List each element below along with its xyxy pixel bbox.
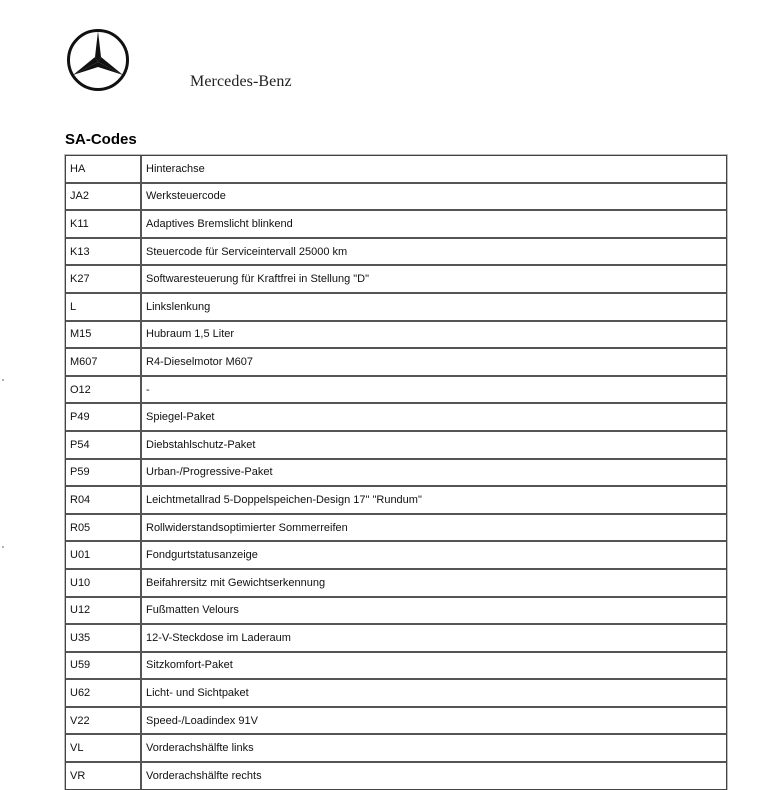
table-row bbox=[66, 680, 726, 708]
sa-description-cell: Licht- und Sichtpaket bbox=[142, 680, 726, 708]
table-row bbox=[66, 266, 726, 294]
sa-code-cell: U35 bbox=[66, 625, 142, 653]
sa-description-cell: Werksteuercode bbox=[142, 184, 726, 212]
table-row bbox=[66, 349, 726, 377]
sa-description-cell: Speed-/Loadindex 91V bbox=[142, 708, 726, 736]
sa-description-cell: - bbox=[142, 377, 726, 405]
table-row bbox=[66, 598, 726, 626]
sa-description-cell: Fondgurtstatusanzeige bbox=[142, 542, 726, 570]
table-row bbox=[66, 432, 726, 460]
sa-code-cell: K13 bbox=[66, 239, 142, 267]
sa-code-cell: P54 bbox=[66, 432, 142, 460]
table-row bbox=[66, 487, 726, 515]
sa-description-cell: Vorderachshälfte rechts bbox=[146, 769, 262, 782]
sa-code-cell: K27 bbox=[66, 266, 142, 294]
sa-code-cell: R04 bbox=[66, 487, 142, 515]
sa-description-cell: Hubraum 1,5 Liter bbox=[142, 322, 726, 350]
sa-description-cell: 12-V-Steckdose im Laderaum bbox=[142, 625, 726, 653]
table-row bbox=[66, 735, 726, 763]
sa-code-cell: JA2 bbox=[66, 184, 142, 212]
sa-description-cell: Linkslenkung bbox=[142, 294, 726, 322]
sa-code-cell: U62 bbox=[66, 680, 142, 708]
sa-code-cell: M607 bbox=[66, 349, 142, 377]
sa-description-cell: Softwaresteuerung für Kraftfrei in Stellung "D" bbox=[142, 266, 726, 294]
sa-description-cell: Adaptives Bremslicht blinkend bbox=[142, 211, 726, 239]
sa-code-cell: U10 bbox=[66, 570, 142, 598]
sa-description-cell: Hinterachse bbox=[142, 156, 726, 184]
sa-description-cell: Rollwiderstandsoptimierter Sommerreifen bbox=[142, 515, 726, 543]
sa-description-cell: Steuercode für Serviceintervall 25000 km bbox=[142, 239, 726, 267]
table-row bbox=[66, 570, 726, 598]
margin-dot bbox=[2, 379, 4, 381]
sa-code-cell: M15 bbox=[66, 322, 142, 350]
table-row bbox=[66, 708, 726, 736]
three-pointed-star-icon bbox=[66, 28, 130, 92]
section-title: SA-Codes bbox=[65, 131, 137, 148]
brand-wordmark: Mercedes-Benz bbox=[190, 73, 292, 90]
table-row bbox=[66, 515, 726, 543]
sa-code-cell: K11 bbox=[66, 211, 142, 239]
sa-description-cell: Spiegel-Paket bbox=[142, 404, 726, 432]
table-row bbox=[66, 377, 726, 405]
sa-description-cell: Leichtmetallrad 5-Doppelspeichen-Design 17" "Rundum" bbox=[142, 487, 726, 515]
sa-code-cell: U01 bbox=[66, 542, 142, 570]
sa-code-cell: VL bbox=[66, 735, 142, 763]
table-row bbox=[66, 625, 726, 653]
table-row bbox=[66, 184, 726, 212]
table-row bbox=[66, 322, 726, 350]
sa-code-cell: P59 bbox=[66, 460, 142, 488]
table-row bbox=[66, 239, 726, 267]
sa-description-cell: Fußmatten Velours bbox=[142, 598, 726, 626]
sa-codes-table bbox=[65, 155, 727, 790]
sa-code-cell: U59 bbox=[66, 653, 142, 681]
sa-code-cell: R05 bbox=[66, 515, 142, 543]
sa-code-cell: V22 bbox=[66, 708, 142, 736]
sa-code-cell: P49 bbox=[66, 404, 142, 432]
sa-code-cell: L bbox=[66, 294, 142, 322]
table-row bbox=[66, 211, 726, 239]
sa-code-cell: O12 bbox=[66, 377, 142, 405]
sa-description-cell: Vorderachshälfte links bbox=[142, 735, 726, 763]
sa-codes-table-body bbox=[66, 156, 726, 789]
sa-code-cell: HA bbox=[66, 156, 142, 184]
table-row bbox=[66, 460, 726, 488]
sa-code-cell: U12 bbox=[66, 598, 142, 626]
margin-dot bbox=[2, 546, 4, 548]
table-row bbox=[66, 763, 726, 789]
sa-description-cell: Beifahrersitz mit Gewichtserkennung bbox=[142, 570, 726, 598]
table-row bbox=[66, 294, 726, 322]
table-row bbox=[66, 653, 726, 681]
table-row bbox=[66, 542, 726, 570]
sa-description-cell: R4-Dieselmotor M607 bbox=[142, 349, 726, 377]
sa-description-cell: Diebstahlschutz-Paket bbox=[142, 432, 726, 460]
sa-code-cell: VR bbox=[66, 763, 142, 789]
sa-description-cell: Sitzkomfort-Paket bbox=[142, 653, 726, 681]
table-row bbox=[66, 404, 726, 432]
table-row bbox=[66, 156, 726, 184]
sa-description-cell: Urban-/Progressive-Paket bbox=[142, 460, 726, 488]
